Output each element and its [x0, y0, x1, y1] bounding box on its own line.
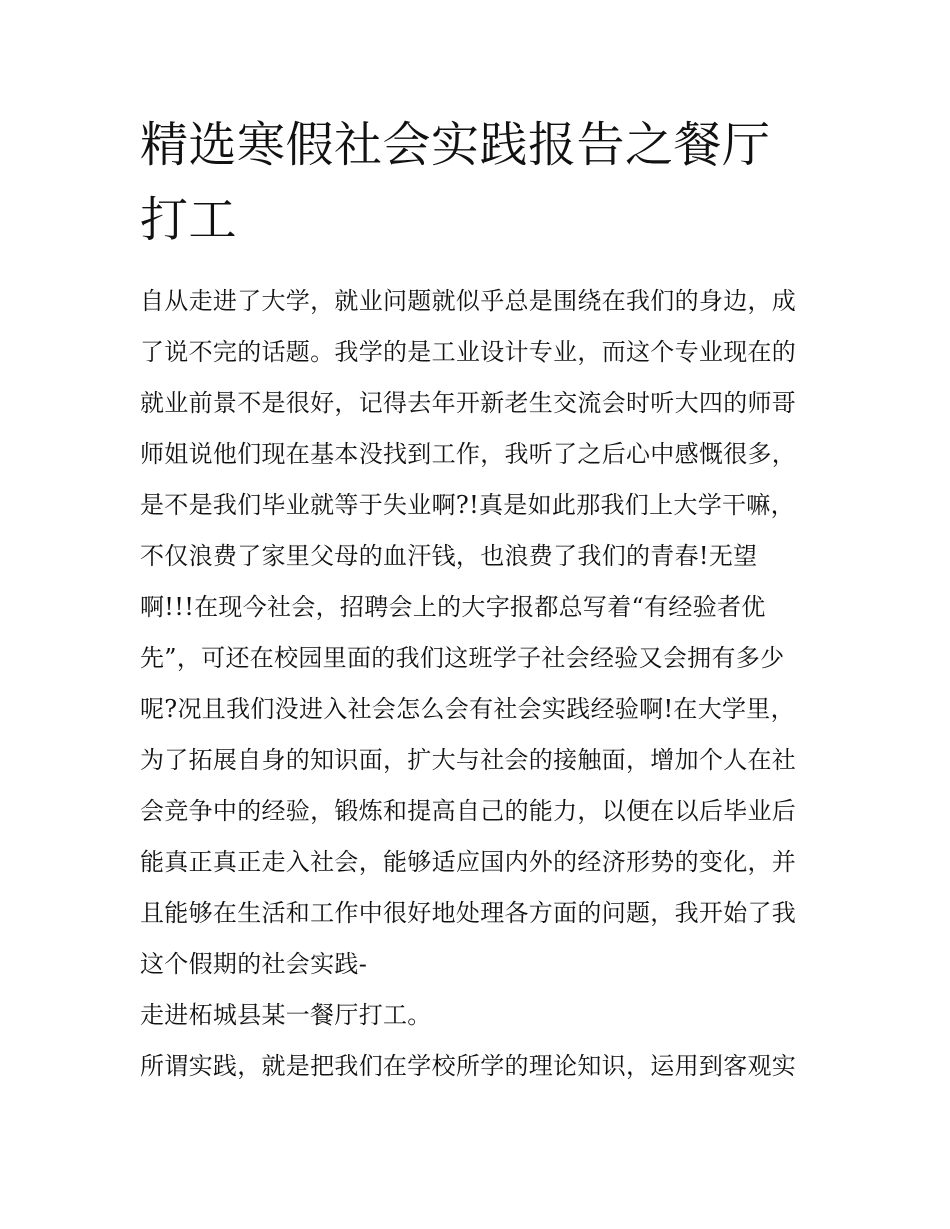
body-line: 走进柘城县某一餐厅打工。: [140, 1001, 432, 1029]
body-line: 师姐说他们现在基本没找到工作，我听了之后心中感慨很多，: [140, 440, 797, 468]
document-title: [140, 108, 820, 258]
body-line: 能真正真正走入社会，能够适应国内外的经济形势的变化，并: [140, 848, 797, 876]
body-line: 是不是我们毕业就等于失业啊?!真是如此那我们上大学干嘛，: [140, 491, 795, 519]
title-line: 精选寒假社会实践报告之餐厅: [140, 117, 771, 173]
body-line: 这个假期的社会实践-: [140, 950, 368, 978]
body-line: 且能够在生活和工作中很好地处理各方面的问题，我开始了我: [140, 899, 797, 927]
body-line: 会竞争中的经验，锻炼和提高自己的能力，以便在以后毕业后: [140, 797, 797, 825]
document-body: [140, 276, 830, 1092]
body-line: 啊!!!在现今社会，招聘会上的大字报都总写着“有经验者优: [140, 593, 766, 621]
body-line: 先”，可还在校园里面的我们这班学子社会经验又会拥有多少: [140, 644, 785, 672]
body-line: 所谓实践，就是把我们在学校所学的理论知识，运用到客观实: [140, 1052, 797, 1080]
title-line: 打工: [140, 192, 238, 248]
body-line: 不仅浪费了家里父母的血汗钱，也浪费了我们的青春!无望: [140, 542, 758, 570]
body-line: 就业前景不是很好，记得去年开新老生交流会时听大四的师哥: [140, 389, 797, 417]
body-line: 为了拓展自身的知识面，扩大与社会的接触面，增加个人在社: [140, 746, 797, 774]
body-line: 呢?况且我们没进入社会怎么会有社会实践经验啊!在大学里，: [140, 695, 795, 723]
body-line: 自从走进了大学，就业问题就似乎总是围绕在我们的身边，成: [140, 287, 797, 315]
body-line: 了说不完的话题。我学的是工业设计专业，而这个专业现在的: [140, 338, 797, 366]
